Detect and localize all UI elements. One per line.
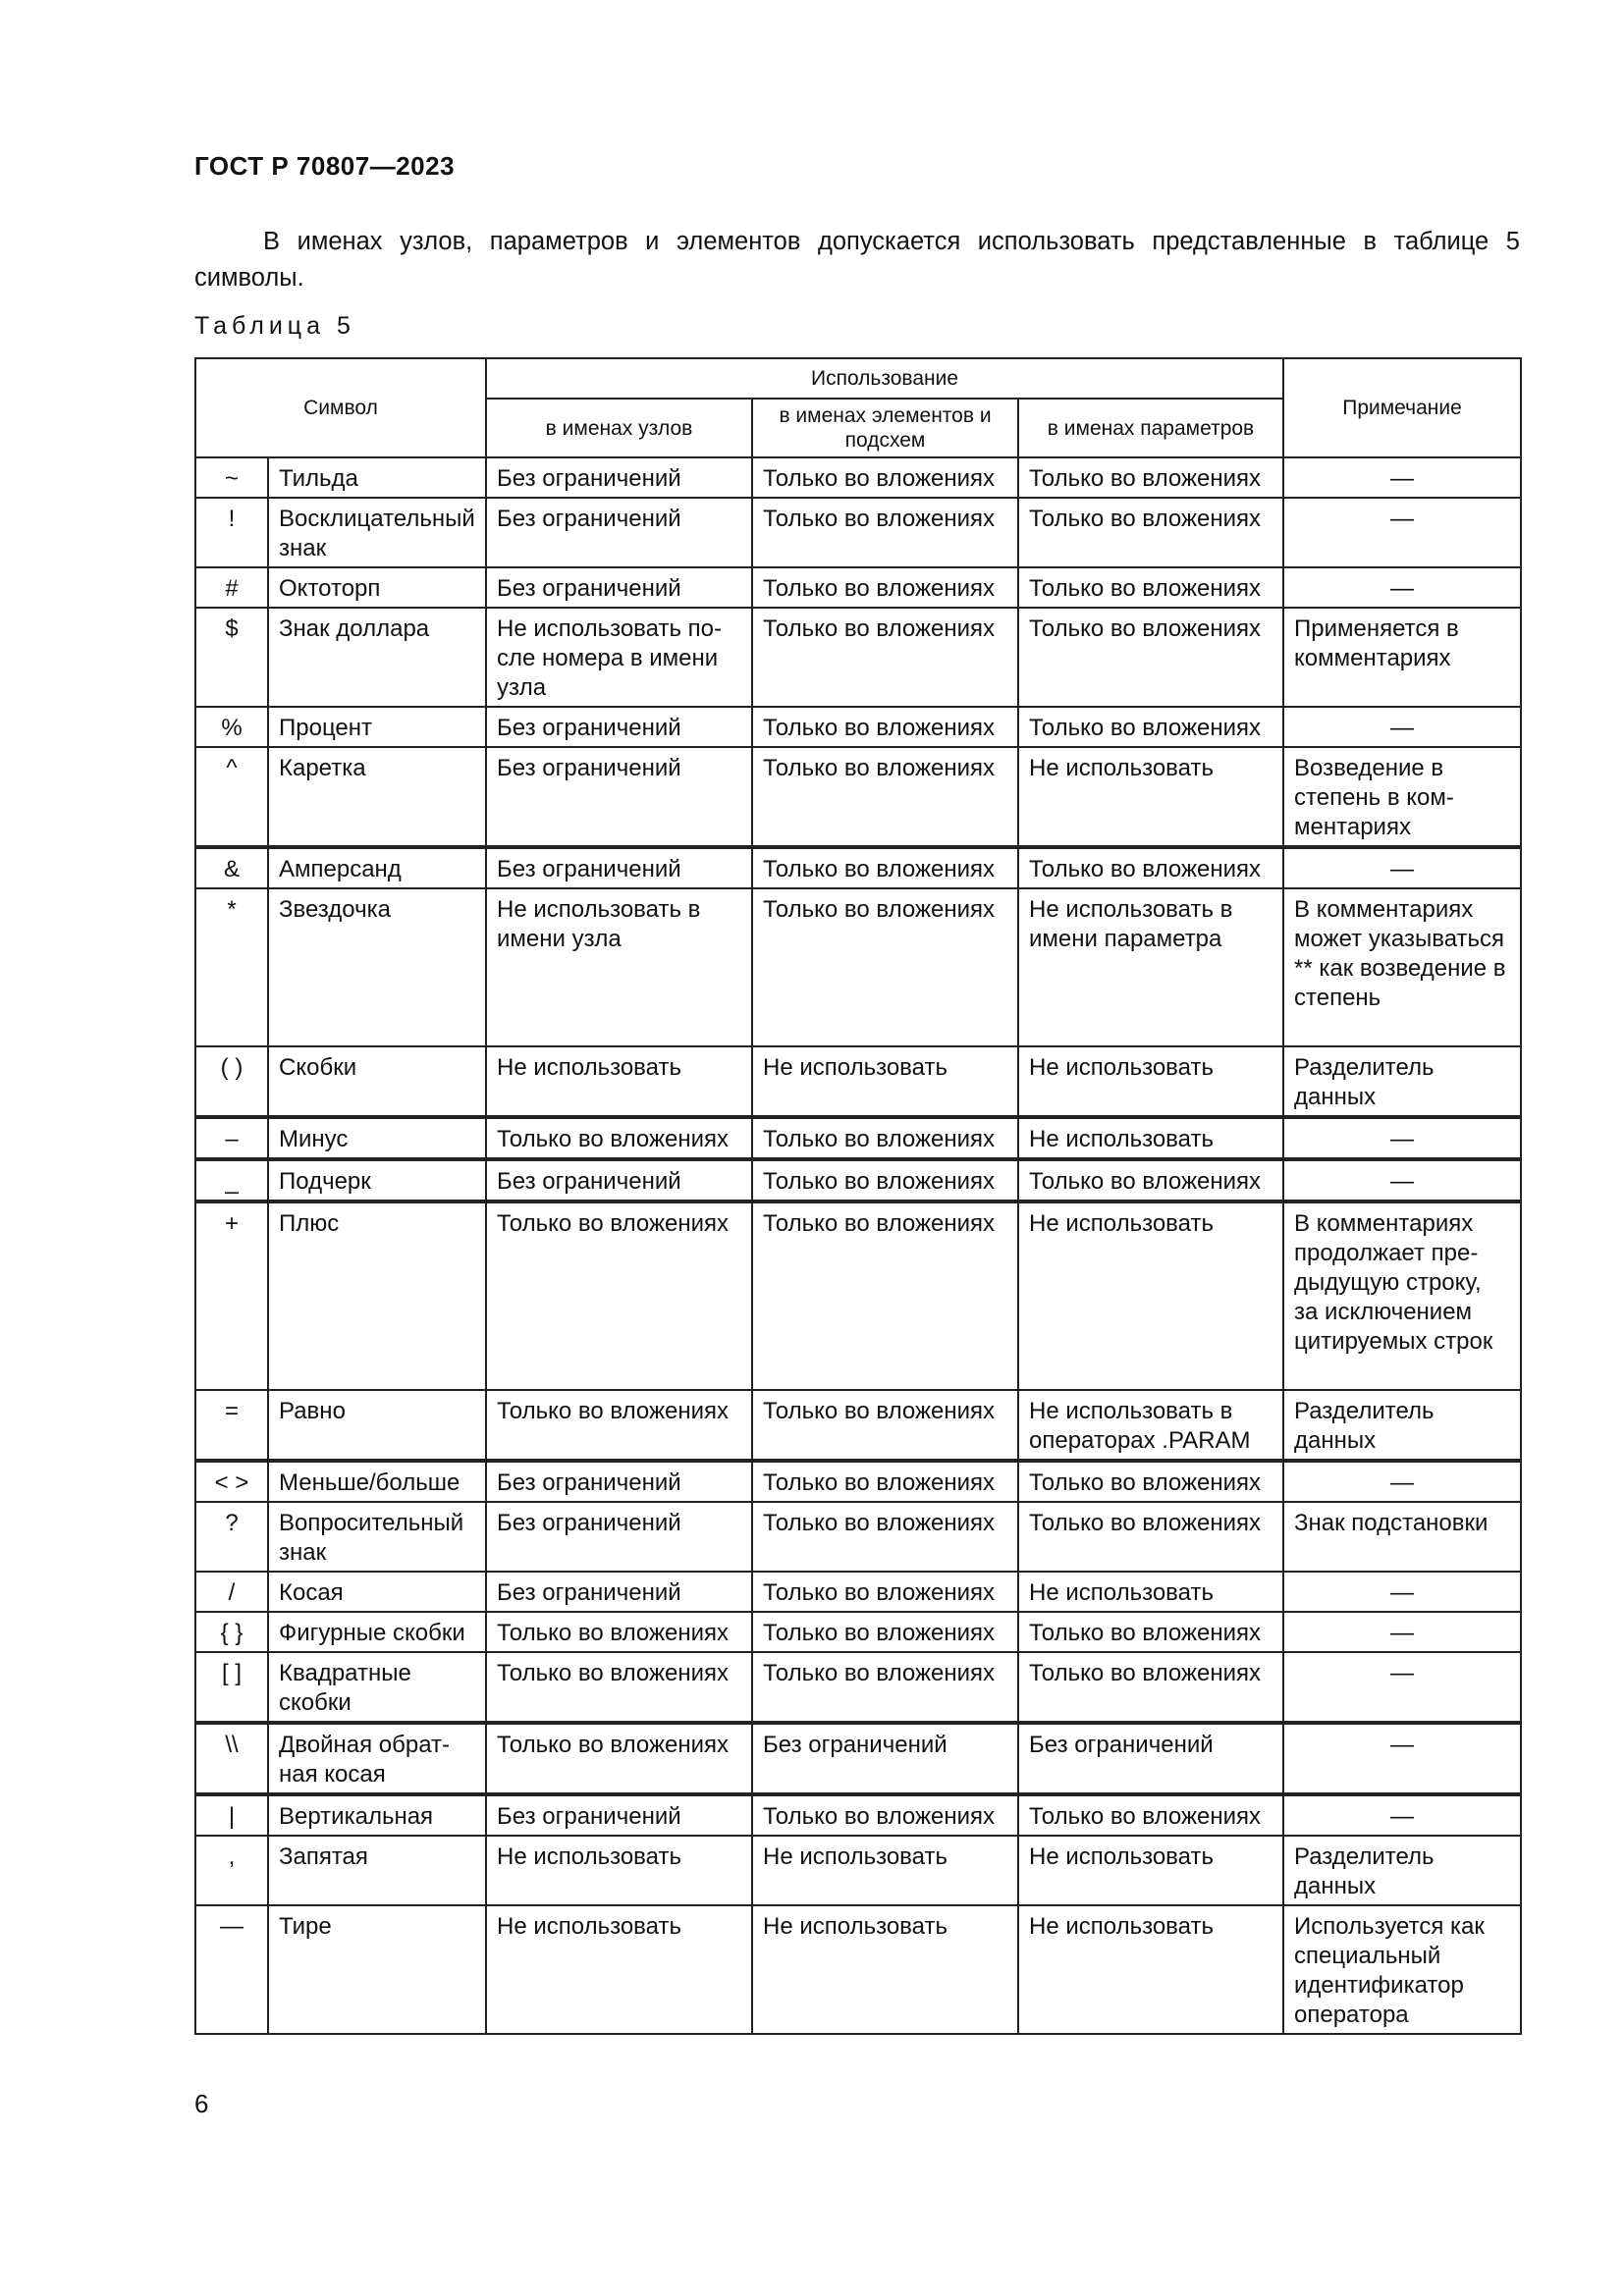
symbol-cell: ? — [195, 1502, 268, 1572]
node-names-cell: Не использовать — [486, 1836, 752, 1905]
symbol-cell: – — [195, 1117, 268, 1159]
symbol-name-cell: Квадратные скобки — [268, 1652, 486, 1723]
symbol-name-cell: Вертикальная — [268, 1794, 486, 1836]
header-element-names: в именах элементов и подсхем — [752, 399, 1018, 457]
param-names-cell: Только во вложениях — [1018, 847, 1283, 888]
param-names-cell: Не использовать — [1018, 1046, 1283, 1117]
symbol-cell: | — [195, 1794, 268, 1836]
note-cell: Знак подстановки — [1283, 1502, 1521, 1572]
param-names-cell: Не использовать — [1018, 1117, 1283, 1159]
symbol-name-cell: Фигурные скобки — [268, 1612, 486, 1652]
element-names-cell: Только во вложениях — [752, 1201, 1018, 1390]
symbol-cell: < > — [195, 1461, 268, 1502]
table-row — [195, 1461, 1521, 1502]
param-names-cell: Только во вложениях — [1018, 608, 1283, 707]
param-names-cell: Только во вложениях — [1018, 1652, 1283, 1723]
param-names-cell: Не использовать — [1018, 1905, 1283, 2034]
element-names-cell: Только во вложениях — [752, 1652, 1018, 1723]
header-note: Примечание — [1283, 358, 1521, 457]
intro-paragraph: В именах узлов, параметров и элементов допускается использовать представленные в таблице 5 символы. — [194, 228, 1520, 292]
param-names-cell: Без ограничений — [1018, 1723, 1283, 1794]
table-row — [195, 1905, 1521, 2034]
table-row — [195, 1652, 1521, 1723]
node-names-cell: Не использовать после номера в имени узла — [486, 608, 752, 707]
note-cell: — — [1283, 1612, 1521, 1652]
node-names-cell: Без ограничений — [486, 498, 752, 567]
table-row — [195, 1723, 1521, 1794]
table-row — [195, 888, 1521, 1046]
note-cell: Применяется в комментариях — [1283, 608, 1521, 707]
element-names-cell: Без ограничений — [752, 1723, 1018, 1794]
symbol-name-cell: Каретка — [268, 747, 486, 847]
table-row — [195, 847, 1521, 888]
param-names-cell: Только во вложениях — [1018, 1159, 1283, 1201]
param-names-cell: Не использовать в имени параметра — [1018, 888, 1283, 1046]
symbol-cell: { } — [195, 1612, 268, 1652]
symbol-cell: ( ) — [195, 1046, 268, 1117]
symbol-name-cell: Знак доллара — [268, 608, 486, 707]
element-names-cell: Только во вложениях — [752, 847, 1018, 888]
element-names-cell: Только во вложениях — [752, 608, 1018, 707]
note-cell: — — [1283, 1117, 1521, 1159]
note-cell: Используется как специальный идентификатор оператора — [1283, 1905, 1521, 2034]
param-names-cell: Не использовать — [1018, 1572, 1283, 1612]
header-symbol: Символ — [195, 358, 486, 457]
element-names-cell: Только во вложениях — [752, 1572, 1018, 1612]
symbol-name-cell: Косая — [268, 1572, 486, 1612]
table-row — [195, 1572, 1521, 1612]
node-names-cell: Только во вложениях — [486, 1723, 752, 1794]
node-names-cell: Только во вложениях — [486, 1201, 752, 1390]
symbol-name-cell: Запятая — [268, 1836, 486, 1905]
node-names-cell: Без ограничений — [486, 747, 752, 847]
element-names-cell: Только во вложениях — [752, 1794, 1018, 1836]
symbol-name-cell: Равно — [268, 1390, 486, 1461]
header-param-names: в именах параметров — [1018, 399, 1283, 457]
node-names-cell: Только во вложениях — [486, 1612, 752, 1652]
table-caption: Таблица 5 — [194, 312, 355, 340]
element-names-cell: Только во вложениях — [752, 1461, 1018, 1502]
table-row — [195, 608, 1521, 707]
header-usage: Использование — [486, 358, 1283, 399]
param-names-cell: Только во вложениях — [1018, 707, 1283, 747]
element-names-cell: Только во вложениях — [752, 1117, 1018, 1159]
table-row — [195, 1117, 1521, 1159]
param-names-cell: Только во вложениях — [1018, 1461, 1283, 1502]
symbol-cell: & — [195, 847, 268, 888]
table-row — [195, 1794, 1521, 1836]
table-row — [195, 707, 1521, 747]
note-cell: — — [1283, 1794, 1521, 1836]
table-row — [195, 747, 1521, 847]
note-cell: — — [1283, 847, 1521, 888]
element-names-cell: Только во вложениях — [752, 1159, 1018, 1201]
node-names-cell: Не использовать — [486, 1046, 752, 1117]
note-cell: В комментариях может указываться ** как возведение в степень — [1283, 888, 1521, 1046]
note-cell: — — [1283, 457, 1521, 498]
symbol-name-cell: Минус — [268, 1117, 486, 1159]
param-names-cell: Не использовать — [1018, 1836, 1283, 1905]
param-names-cell: Только во вложениях — [1018, 498, 1283, 567]
symbol-cell: \\ — [195, 1723, 268, 1794]
table-row — [195, 1201, 1521, 1390]
note-cell: — — [1283, 498, 1521, 567]
param-names-cell: Только во вложениях — [1018, 1794, 1283, 1836]
note-cell: — — [1283, 1159, 1521, 1201]
node-names-cell: Только во вложениях — [486, 1652, 752, 1723]
node-names-cell: Только во вложениях — [486, 1390, 752, 1461]
symbol-name-cell: Двойная обратная косая — [268, 1723, 486, 1794]
table-row — [195, 457, 1521, 498]
element-names-cell: Только во вложениях — [752, 1502, 1018, 1572]
header-node-names: в именах узлов — [486, 399, 752, 457]
node-names-cell: Без ограничений — [486, 457, 752, 498]
symbol-cell: ^ — [195, 747, 268, 847]
table-row — [195, 567, 1521, 608]
element-names-cell: Не использовать — [752, 1046, 1018, 1117]
table-row — [195, 498, 1521, 567]
param-names-cell: Только во вложениях — [1018, 457, 1283, 498]
table-row — [195, 1612, 1521, 1652]
node-names-cell: Без ограничений — [486, 707, 752, 747]
node-names-cell: Без ограничений — [486, 847, 752, 888]
symbol-name-cell: Меньше/больше — [268, 1461, 486, 1502]
symbol-name-cell: Тире — [268, 1905, 486, 2034]
note-cell: — — [1283, 1652, 1521, 1723]
symbol-cell: [ ] — [195, 1652, 268, 1723]
note-cell: — — [1283, 1461, 1521, 1502]
node-names-cell: Без ограничений — [486, 1502, 752, 1572]
table-row — [195, 1159, 1521, 1201]
note-cell: Разделитель данных — [1283, 1390, 1521, 1461]
symbol-name-cell: Процент — [268, 707, 486, 747]
symbol-cell: ~ — [195, 457, 268, 498]
symbol-cell: % — [195, 707, 268, 747]
symbol-cell: — — [195, 1905, 268, 2034]
param-names-cell: Не использовать — [1018, 747, 1283, 847]
node-names-cell: Без ограничений — [486, 567, 752, 608]
symbol-name-cell: Амперсанд — [268, 847, 486, 888]
note-cell: — — [1283, 567, 1521, 608]
note-cell: В комментариях продолжает предыдущую строку, за исключением цитируемых строк — [1283, 1201, 1521, 1390]
page-number: 6 — [194, 2089, 209, 2118]
note-cell: Разделитель данных — [1283, 1836, 1521, 1905]
symbol-name-cell: Вопросительный знак — [268, 1502, 486, 1572]
symbol-cell: * — [195, 888, 268, 1046]
node-names-cell: Не использовать — [486, 1905, 752, 2034]
table-body — [195, 457, 1521, 2034]
element-names-cell: Только во вложениях — [752, 567, 1018, 608]
element-names-cell: Только во вложениях — [752, 1612, 1018, 1652]
param-names-cell: Только во вложениях — [1018, 1502, 1283, 1572]
element-names-cell: Только во вложениях — [752, 498, 1018, 567]
node-names-cell: Без ограничений — [486, 1461, 752, 1502]
element-names-cell: Только во вложениях — [752, 457, 1018, 498]
element-names-cell: Только во вложениях — [752, 1390, 1018, 1461]
element-names-cell: Только во вложениях — [752, 707, 1018, 747]
param-names-cell: Только во вложениях — [1018, 567, 1283, 608]
node-names-cell: Без ограничений — [486, 1794, 752, 1836]
symbol-cell: # — [195, 567, 268, 608]
note-cell: — — [1283, 707, 1521, 747]
symbol-name-cell: Плюс — [268, 1201, 486, 1390]
note-cell: — — [1283, 1572, 1521, 1612]
element-names-cell: Не использовать — [752, 1836, 1018, 1905]
table-row — [195, 1390, 1521, 1461]
param-names-cell: Не использовать в операторах .PARAM — [1018, 1390, 1283, 1461]
element-names-cell: Только во вложениях — [752, 888, 1018, 1046]
table-row — [195, 1502, 1521, 1572]
node-names-cell: Без ограничений — [486, 1159, 752, 1201]
symbol-name-cell: Скобки — [268, 1046, 486, 1117]
node-names-cell: Только во вложениях — [486, 1117, 752, 1159]
symbol-name-cell: Октоторп — [268, 567, 486, 608]
symbols-table — [194, 357, 1522, 2035]
symbol-cell: = — [195, 1390, 268, 1461]
symbol-cell: , — [195, 1836, 268, 1905]
symbol-cell: ! — [195, 498, 268, 567]
symbol-name-cell: Подчерк — [268, 1159, 486, 1201]
param-names-cell: Не использовать — [1018, 1201, 1283, 1390]
symbol-name-cell: Восклицательный знак — [268, 498, 486, 567]
symbol-cell: + — [195, 1201, 268, 1390]
document-header: ГОСТ Р 70807—2023 — [194, 151, 456, 181]
table-header — [195, 358, 1521, 457]
note-cell: Разделитель данных — [1283, 1046, 1521, 1117]
note-cell: — — [1283, 1723, 1521, 1794]
symbol-name-cell: Звездочка — [268, 888, 486, 1046]
symbol-cell: _ — [195, 1159, 268, 1201]
symbol-name-cell: Тильда — [268, 457, 486, 498]
table-row — [195, 1046, 1521, 1117]
param-names-cell: Только во вложениях — [1018, 1612, 1283, 1652]
node-names-cell: Без ограничений — [486, 1572, 752, 1612]
symbol-cell: / — [195, 1572, 268, 1612]
table-row — [195, 1836, 1521, 1905]
note-cell: Возведение в степень в комментариях — [1283, 747, 1521, 847]
node-names-cell: Не использовать в имени узла — [486, 888, 752, 1046]
element-names-cell: Не использовать — [752, 1905, 1018, 2034]
element-names-cell: Только во вложениях — [752, 747, 1018, 847]
symbol-cell: $ — [195, 608, 268, 707]
